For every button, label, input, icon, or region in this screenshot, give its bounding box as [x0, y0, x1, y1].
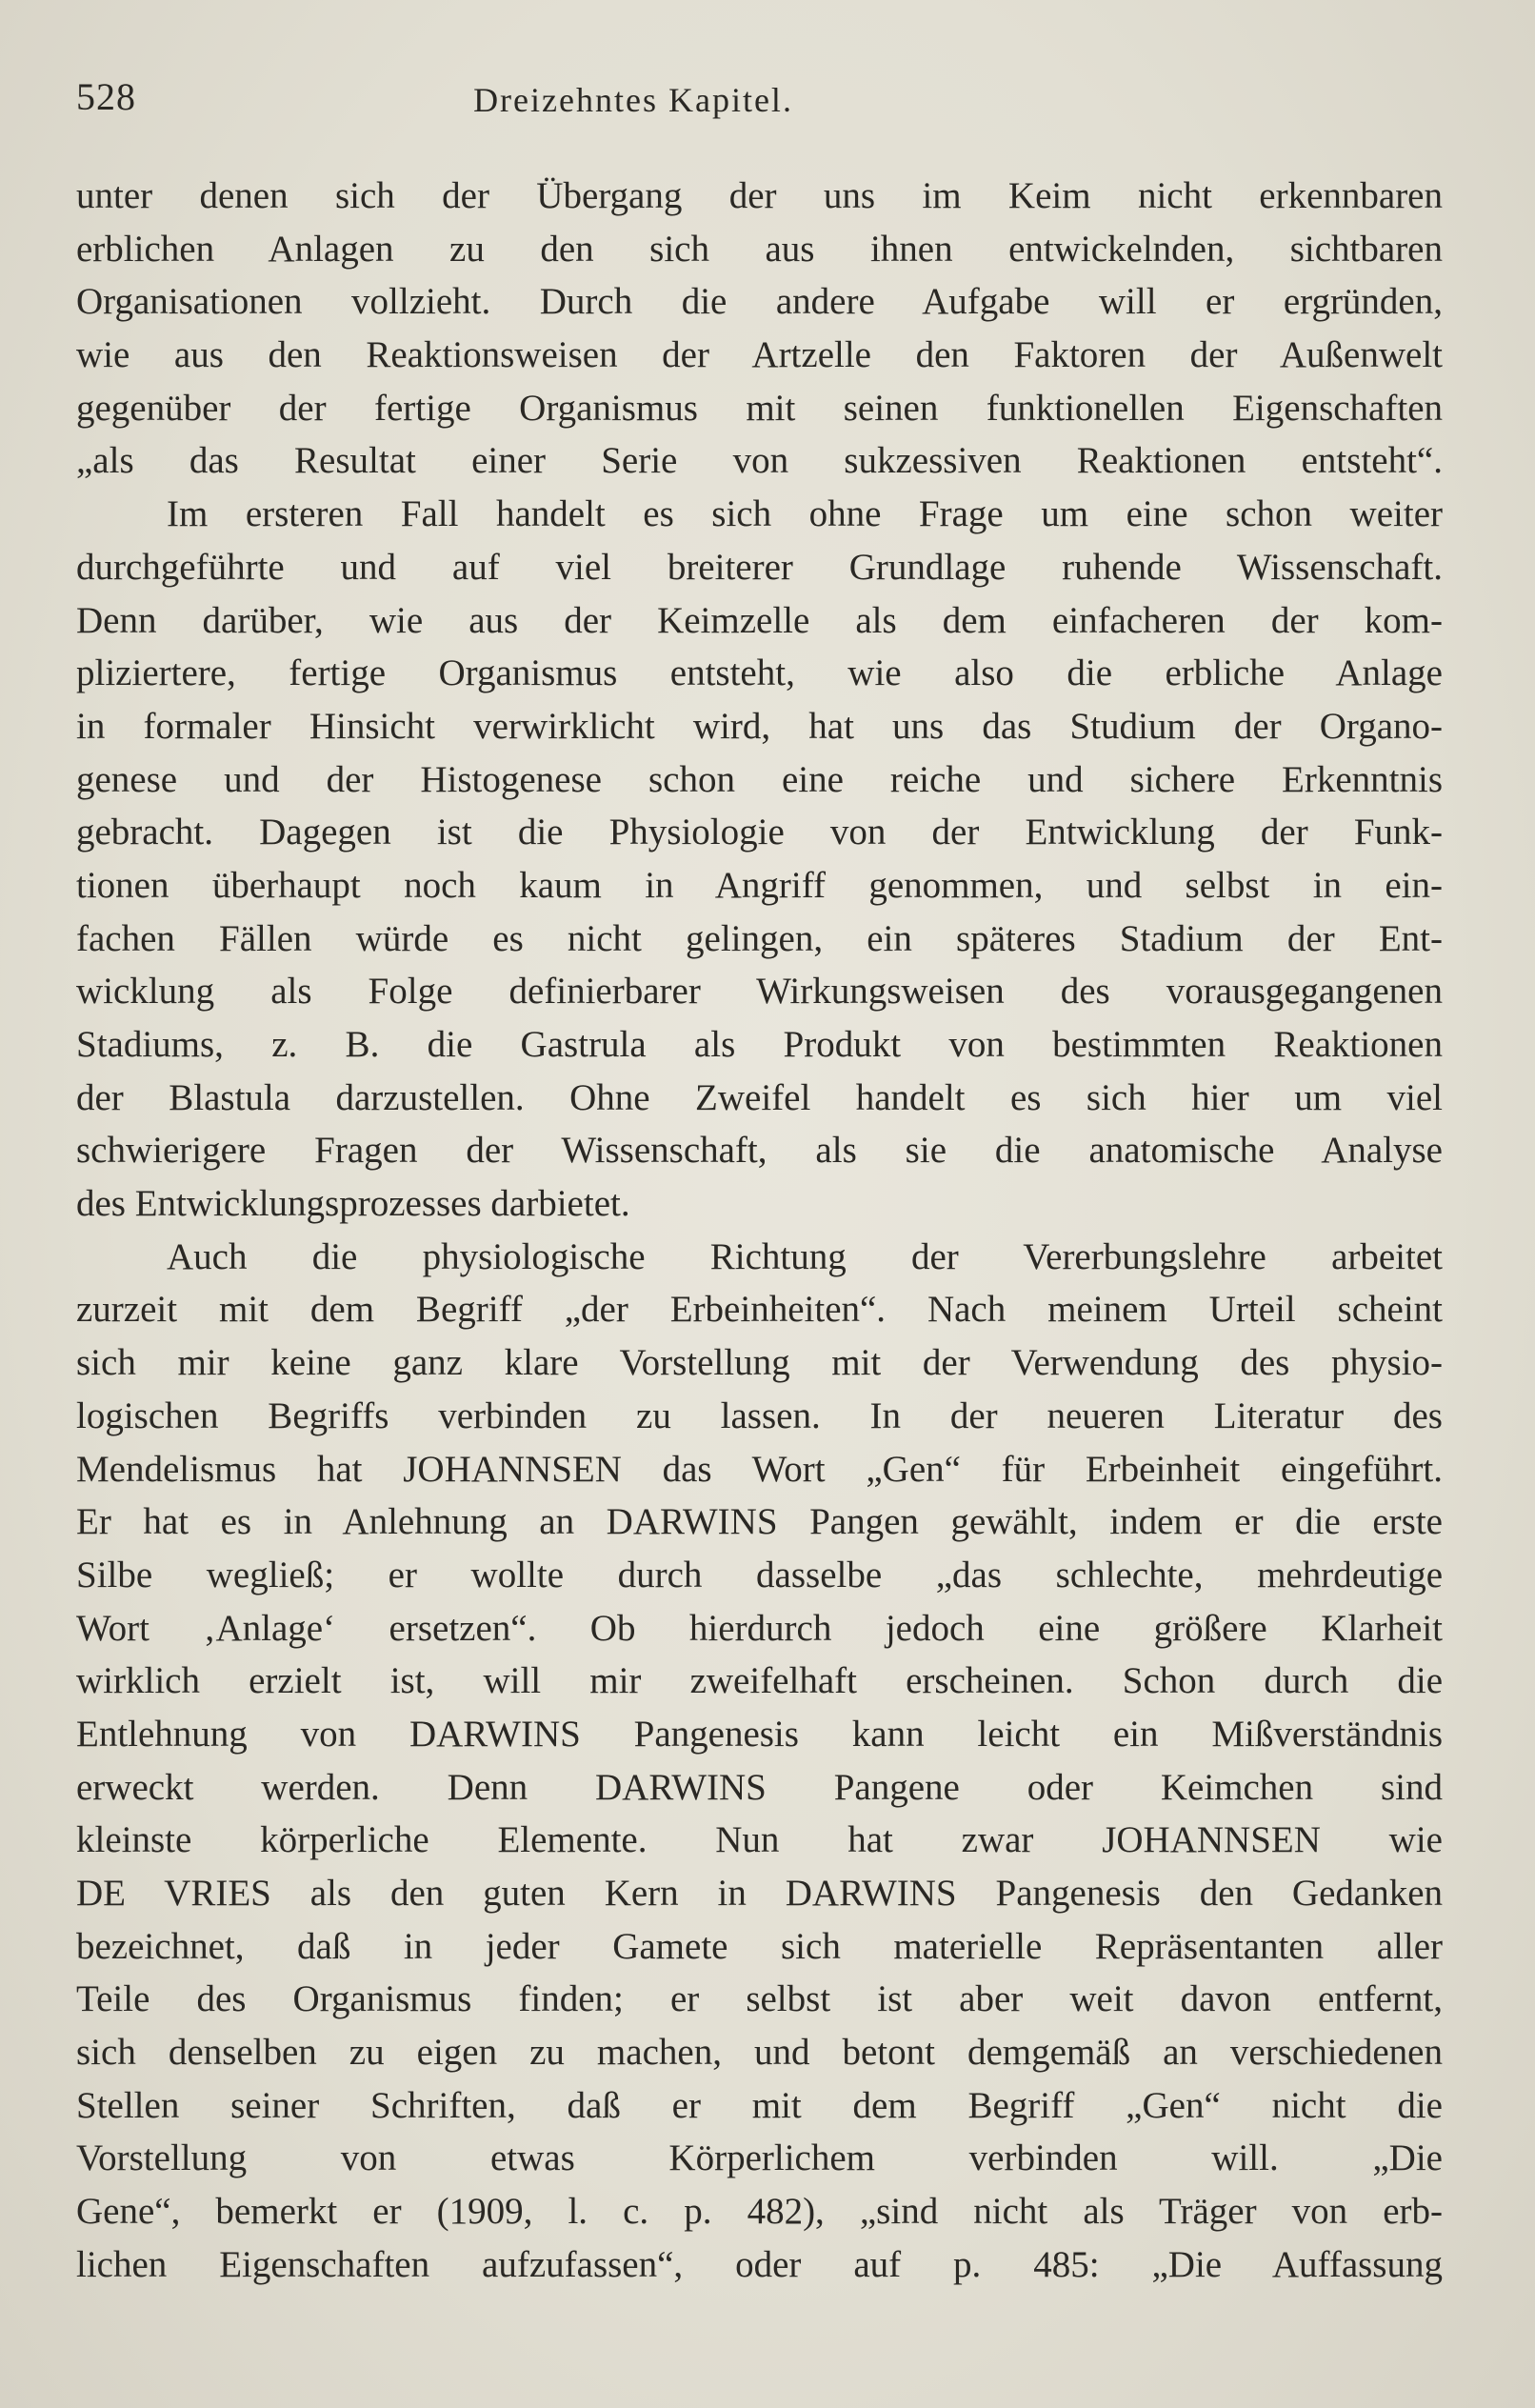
- paragraph-start-line: Auch die physiologische Richtung der Vererbungslehre arbeitet: [167, 1235, 1443, 1277]
- text-line: Stellen seiner Schriften, daß er mit dem Begriff „Gen“ nicht die: [76, 2084, 1443, 2126]
- text-line: Vorstellung von etwas Körperlichem verbinden will. „Die: [76, 2137, 1443, 2179]
- text-line: Wort ‚Anlage‘ ersetzen“. Ob hierdurch jedoch eine größere Klarheit: [76, 1607, 1443, 1649]
- text-line: DE VRIES als den guten Kern in DARWINS Pangenesis den Gedanken: [76, 1873, 1443, 1914]
- text-line: wie aus den Reaktionsweisen der Artzelle den Faktoren der Außenwelt: [76, 334, 1443, 376]
- paragraph-end-line: des Entwicklungsprozesses darbietet.: [76, 1183, 630, 1225]
- text-line: tionen überhaupt noch kaum in Angriff genommen, und selbst in ein-: [76, 864, 1443, 906]
- text-line: Entlehnung von DARWINS Pangenesis kann leicht ein Mißverständnis: [76, 1713, 1443, 1755]
- text-line: Teile des Organismus finden; er selbst ist aber weit davon entfernt,: [76, 1978, 1443, 2020]
- text-line: sich denselben zu eigen zu machen, und betont demgemäß an verschiedenen: [76, 2032, 1443, 2074]
- paragraph-start-line: Im ersteren Fall handelt es sich ohne Frage um eine schon weiter: [167, 493, 1443, 535]
- text-line: „als das Resultat einer Serie von sukzessiven Reaktionen entsteht“.: [76, 440, 1443, 482]
- text-line: zurzeit mit dem Begriff „der Erbeinheiten“. Nach meinem Urteil scheint: [76, 1289, 1443, 1331]
- text-line: Mendelismus hat JOHANNSEN das Wort „Gen“ für Erbeinheit eingeführt.: [76, 1448, 1443, 1490]
- text-line: unter denen sich der Übergang der uns im Keim nicht erkennbaren: [76, 175, 1443, 216]
- text-line: Stadiums, z. B. die Gastrula als Produkt von bestimmten Reaktionen: [76, 1024, 1443, 1065]
- text-line: wirklich erzielt ist, will mir zweifelhaft erscheinen. Schon durch die: [76, 1660, 1443, 1702]
- body-text: [76, 170, 1443, 2292]
- text-line: bezeichnet, daß in jeder Gamete sich materielle Repräsentanten aller: [76, 1925, 1443, 1967]
- text-line: Silbe wegließ; er wollte durch dasselbe „das schlechte, mehrdeutige: [76, 1554, 1443, 1595]
- text-line: Denn darüber, wie aus der Keimzelle als dem einfacheren der kom-: [76, 599, 1443, 641]
- text-line: lichen Eigenschaften aufzufassen“, oder auf p. 485: „Die Auffassung: [76, 2243, 1443, 2285]
- text-line: Gene“, bemerkt er (1909, l. c. p. 482), „sind nicht als Träger von erb-: [76, 2191, 1443, 2233]
- text-line: gebracht. Dagegen ist die Physiologie von der Entwicklung der Funk-: [76, 812, 1443, 853]
- page-number: 528: [76, 75, 136, 118]
- text-line: erblichen Anlagen zu den sich aus ihnen entwickelnden, sichtbaren: [76, 228, 1443, 270]
- chapter-title: Dreizehntes Kapitel.: [473, 81, 793, 119]
- text-line: sich mir keine ganz klare Vorstellung mit der Verwendung des physio-: [76, 1342, 1443, 1384]
- text-line: genese und der Histogenese schon eine reiche und sichere Erkenntnis: [76, 758, 1443, 800]
- text-line: schwierigere Fragen der Wissenschaft, als sie die anatomische Analyse: [76, 1130, 1443, 1172]
- text-line: gegenüber der fertige Organismus mit seinen funktionellen Eigenschaften: [76, 387, 1443, 429]
- text-line: pliziertere, fertige Organismus entsteht, wie also die erbliche Anlage: [76, 652, 1443, 694]
- text-line: Organisationen vollzieht. Durch die andere Aufgabe will er ergründen,: [76, 281, 1443, 323]
- text-line: kleinste körperliche Elemente. Nun hat zwar JOHANNSEN wie: [76, 1819, 1443, 1861]
- text-line: der Blastula darzustellen. Ohne Zweifel handelt es sich hier um viel: [76, 1076, 1443, 1118]
- text-line: Er hat es in Anlehnung an DARWINS Pangen gewählt, indem er die erste: [76, 1501, 1443, 1543]
- text-line: logischen Begriffs verbinden zu lassen. In der neueren Literatur des: [76, 1395, 1443, 1436]
- text-line: wicklung als Folge definierbarer Wirkungsweisen des vorausgegangenen: [76, 971, 1443, 1013]
- running-head: [76, 74, 1447, 131]
- text-line: durchgeführte und auf viel breiterer Grundlage ruhende Wissenschaft.: [76, 546, 1443, 588]
- text-line: erweckt werden. Denn DARWINS Pangene oder Keimchen sind: [76, 1766, 1443, 1808]
- text-line: in formaler Hinsicht verwirklicht wird, hat uns das Studium der Organo-: [76, 705, 1443, 747]
- text-line: fachen Fällen würde es nicht gelingen, ein späteres Stadium der Ent-: [76, 917, 1443, 959]
